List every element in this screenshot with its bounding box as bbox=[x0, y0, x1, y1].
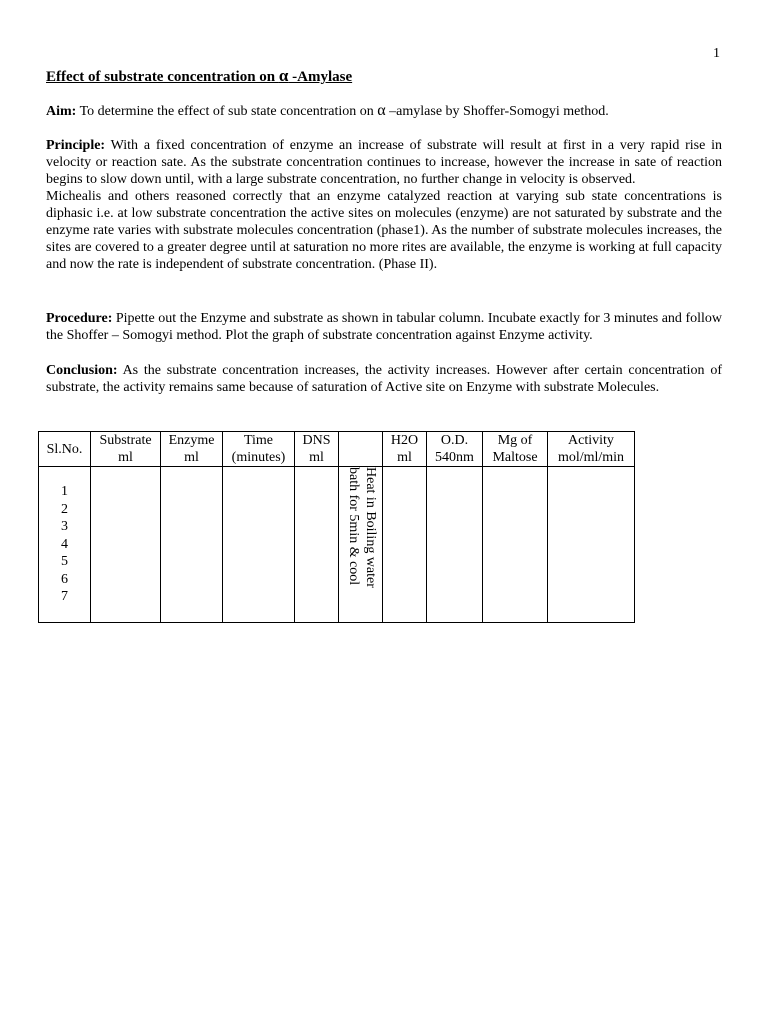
header-blank bbox=[339, 432, 383, 467]
h2o-cell bbox=[383, 467, 427, 623]
experiment-table bbox=[38, 431, 635, 623]
title-suffix: -Amylase bbox=[288, 69, 353, 85]
title-alpha-symbol: α bbox=[278, 66, 289, 85]
header-substrate: Substrate ml bbox=[91, 432, 161, 467]
principle-section bbox=[46, 137, 722, 273]
aim-text-before: To determine the effect of sub state concentration on bbox=[76, 104, 378, 119]
principle-label: Principle: bbox=[46, 138, 106, 153]
header-dns: DNS ml bbox=[295, 432, 339, 467]
header-enzyme: Enzyme ml bbox=[161, 432, 223, 467]
time-cell bbox=[223, 467, 295, 623]
header-time: Time (minutes) bbox=[223, 432, 295, 467]
aim-text-after: –amylase by Shoffer-Somogyi method. bbox=[385, 104, 609, 119]
procedure-text: Pipette out the Enzyme and substrate as shown in tabular column. Incubate exactly for 3 minutes and follow the Shoffer – Somogyi method. Plot the graph of substrate concentration against Enzyme activity. bbox=[46, 311, 722, 343]
header-h2o: H2O ml bbox=[383, 432, 427, 467]
title-prefix: Effect of substrate concentration on bbox=[46, 69, 279, 85]
table-header-row bbox=[39, 432, 635, 467]
enzyme-cell bbox=[161, 467, 223, 623]
serial-number: 3 bbox=[61, 519, 68, 535]
table-row bbox=[39, 467, 635, 623]
heat-note bbox=[345, 467, 379, 601]
serial-number: 2 bbox=[61, 501, 68, 517]
page-title bbox=[46, 66, 352, 86]
activity-cell bbox=[548, 467, 635, 623]
aim-label: Aim: bbox=[46, 104, 77, 119]
conclusion-label: Conclusion: bbox=[46, 363, 118, 378]
heat-note-cell bbox=[339, 467, 383, 623]
od-cell bbox=[427, 467, 483, 623]
serial-number: 6 bbox=[61, 571, 68, 587]
principle-text: With a fixed concentration of enzyme an increase of substrate will result at first in a very rapid rise in velocity or reaction sate. As the substrate concentration continues to increase, however the increase in sate of reaction begins to slow down until, with a large substrate concentration, no further change in velocity is observed. bbox=[46, 138, 722, 187]
conclusion-text: As the substrate concentration increases, the activity increases. However after certain concentration of substrate, the activity remains same because of saturation of Active site on Enzyme with substrate Molecules. bbox=[46, 363, 722, 395]
heat-note-line-1: Heat in Boiling water bbox=[363, 467, 378, 588]
procedure-section bbox=[46, 310, 722, 344]
header-od: O.D. 540nm bbox=[427, 432, 483, 467]
heat-note-line-2: bath for 5min & cool bbox=[346, 467, 361, 586]
mg-maltose-cell bbox=[483, 467, 548, 623]
dns-cell bbox=[295, 467, 339, 623]
aim-alpha-symbol: α bbox=[377, 102, 386, 119]
serial-number-list bbox=[39, 483, 90, 606]
page-number: 1 bbox=[713, 46, 720, 61]
aim-section bbox=[46, 102, 722, 120]
principle-paragraph-2: Michealis and others reasoned correctly that an enzyme catalyzed reaction at varying sub state concentrations is diphasic i.e. at low substrate concentration the active sites on molecules (enzyme) are not saturated by substrate and the enzyme rate varies with substrate molecules concentration (phase1). As the number of substrate molecules increases, the sites are covered to a greater degree until at saturation no more rites are available, the enzyme is working at full capacity and now the rate is independent of substrate concentration. (Phase II). bbox=[46, 189, 722, 272]
serial-number: 4 bbox=[61, 536, 68, 552]
header-mg-maltose: Mg of Maltose bbox=[483, 432, 548, 467]
serial-number: 5 bbox=[61, 554, 68, 570]
procedure-label: Procedure: bbox=[46, 311, 113, 326]
substrate-cell bbox=[91, 467, 161, 623]
serial-number: 1 bbox=[61, 484, 68, 500]
conclusion-section bbox=[46, 362, 722, 396]
header-activity: Activity mol/ml/min bbox=[548, 432, 635, 467]
serial-number-cell bbox=[39, 467, 91, 623]
serial-number: 7 bbox=[61, 589, 68, 605]
header-sl-no: Sl.No. bbox=[39, 432, 91, 467]
